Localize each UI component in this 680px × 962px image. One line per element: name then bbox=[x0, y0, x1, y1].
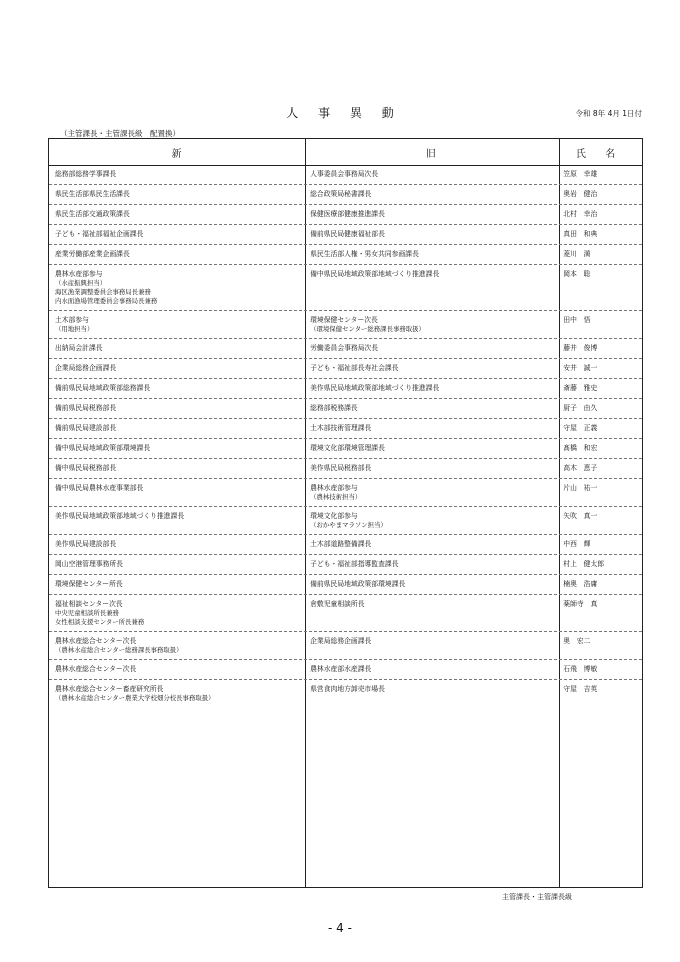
cell-new-position bbox=[49, 379, 304, 398]
cell-person-name: 藤井 俊博 bbox=[563, 344, 598, 352]
cell-old-position bbox=[304, 507, 557, 534]
table-row bbox=[49, 205, 642, 225]
cell-new-position bbox=[49, 595, 304, 631]
cell-old-position-line: 労働委員会事務局次長 bbox=[310, 344, 379, 352]
cell-new-position bbox=[49, 535, 304, 554]
cell-old-position-line: （農林技術担当） bbox=[310, 493, 362, 501]
personnel-table bbox=[48, 138, 643, 888]
table-row bbox=[49, 225, 642, 245]
header-new: 新 bbox=[171, 148, 182, 160]
cell-old-position-line: 企業局総務企画課長 bbox=[310, 637, 372, 645]
cell-new-position-line: 女性相談支援センター所長兼務 bbox=[55, 618, 145, 626]
cell-old-position-line: 備中県民局地域政策部地域づくり推進課長 bbox=[310, 270, 440, 278]
cell-new-position bbox=[49, 205, 304, 224]
cell-old-position bbox=[304, 165, 557, 184]
cell-new-position-line: 岡山空港管理事務所長 bbox=[55, 560, 123, 568]
cell-person-name: 片山 祐一 bbox=[563, 484, 598, 492]
table-row bbox=[49, 507, 642, 535]
cell-person-name: 安井 誠一 bbox=[563, 364, 598, 372]
cell-old-position-line: 農林水産部水産課長 bbox=[310, 665, 372, 673]
table-row bbox=[49, 660, 642, 680]
cell-new-position bbox=[49, 555, 304, 574]
cell-old-position bbox=[304, 632, 557, 659]
cell-old-position bbox=[304, 419, 557, 438]
cell-old-position-line: 土木部技術管理課長 bbox=[310, 424, 372, 432]
cell-new-position bbox=[49, 185, 304, 204]
cell-old-position-line: 環境文化部参与 bbox=[310, 512, 358, 520]
cell-old-position bbox=[304, 185, 557, 204]
cell-old-position bbox=[304, 225, 557, 244]
cell-old-position-line: 農林水産部参与 bbox=[310, 484, 358, 492]
cell-new-position bbox=[49, 245, 304, 264]
cell-person-name: 田中 悟 bbox=[563, 316, 591, 324]
table-row bbox=[49, 339, 642, 359]
cell-person-name: 髙橋 和宏 bbox=[563, 444, 598, 452]
cell-new-position-line: 農林水産総合センター畜産研究所長 bbox=[55, 685, 164, 693]
cell-old-position bbox=[304, 399, 557, 418]
cell-new-position-line: （水産振興担当） bbox=[55, 279, 107, 287]
table-row bbox=[49, 535, 642, 555]
table-row bbox=[49, 595, 642, 632]
table-row bbox=[49, 575, 642, 595]
cell-new-position bbox=[49, 265, 304, 310]
cell-old-position-line: 美作県民局税務部長 bbox=[310, 464, 372, 472]
cell-new-position bbox=[49, 399, 304, 418]
page-number: - 4 - bbox=[328, 921, 352, 935]
cell-person-name: 奥 宏二 bbox=[563, 637, 591, 645]
cell-person-name: 薬師寺 真 bbox=[563, 600, 598, 608]
cell-old-position bbox=[304, 459, 557, 478]
cell-new-position bbox=[49, 632, 304, 659]
cell-new-position-line: 農林水産総合センター次長 bbox=[55, 637, 137, 645]
cell-new-position bbox=[49, 311, 304, 338]
cell-person-name: 中西 輝 bbox=[563, 540, 591, 548]
title-char: 異 bbox=[349, 106, 362, 120]
table-row bbox=[49, 419, 642, 439]
cell-old-position bbox=[304, 311, 557, 338]
cell-old-position-line: 土木部道路整備課長 bbox=[310, 540, 372, 548]
cell-new-position bbox=[49, 680, 304, 708]
cell-old-position-line: 倉敷児童相談所長 bbox=[310, 600, 365, 608]
cell-person-name: 斎藤 雅史 bbox=[563, 384, 598, 392]
cell-person-name: 石飛 博敏 bbox=[563, 665, 598, 673]
table-row bbox=[49, 359, 642, 379]
cell-old-position-line: 子ども・福祉部指導監査課長 bbox=[310, 560, 399, 568]
cell-old-position-line: 環境保健センター次長 bbox=[310, 316, 378, 324]
cell-person-name: 楠奥 浩庸 bbox=[563, 580, 598, 588]
cell-old-position bbox=[304, 595, 557, 631]
table-body bbox=[49, 165, 642, 708]
cell-person-name: 奥岩 健治 bbox=[563, 190, 598, 198]
cell-new-position-line: 備前県民局建設部長 bbox=[55, 424, 117, 432]
cell-person-name: 村上 健太郎 bbox=[563, 560, 605, 568]
cell-new-position-line: （農林水産総合センター総務課長事務取扱） bbox=[55, 646, 183, 654]
cell-new-position-line: 海区漁業調整委員会事務局長兼務 bbox=[55, 288, 151, 296]
cell-old-position bbox=[304, 660, 557, 679]
cell-new-position-line: 環境保健センター所長 bbox=[55, 580, 123, 588]
title-char: 事 bbox=[318, 106, 331, 120]
cell-old-position-line: 備前県民局地域政策部環境課長 bbox=[310, 580, 406, 588]
cell-new-position bbox=[49, 225, 304, 244]
cell-old-position-line: （環境保健センター総務課長事務取扱） bbox=[310, 325, 425, 333]
cell-person-name: 守屋 正義 bbox=[563, 424, 598, 432]
cell-person-name: 守屋 吉英 bbox=[563, 685, 598, 693]
cell-person-name: 高木 恵子 bbox=[563, 464, 598, 472]
title-char: 動 bbox=[381, 106, 394, 120]
table-row bbox=[49, 632, 642, 660]
cell-old-position-line: 総務部税務課長 bbox=[310, 404, 358, 412]
cell-person-name: 厨子 由久 bbox=[563, 404, 598, 412]
cell-old-position bbox=[304, 339, 557, 358]
cell-new-position bbox=[49, 359, 304, 378]
table-row bbox=[49, 439, 642, 459]
cell-old-position bbox=[304, 575, 557, 594]
cell-new-position bbox=[49, 165, 304, 184]
cell-old-position bbox=[304, 479, 557, 506]
cell-new-position-line: 美作県民局建設部長 bbox=[55, 540, 117, 548]
cell-new-position bbox=[49, 575, 304, 594]
cell-old-position-line: 県民生活部人権・男女共同参画課長 bbox=[310, 250, 419, 258]
table-row bbox=[49, 165, 642, 185]
cell-new-position bbox=[49, 339, 304, 358]
cell-old-position-line: 総合政策局秘書課長 bbox=[310, 190, 372, 198]
cell-new-position-line: 県民生活部交通政策課長 bbox=[55, 210, 130, 218]
table-row bbox=[49, 311, 642, 339]
cell-old-position-line: （おかやまマラソン担当） bbox=[310, 521, 387, 529]
cell-old-position-line: 子ども・福祉部長寿社会課長 bbox=[310, 364, 399, 372]
cell-new-position-line: 企業局総務企画課長 bbox=[55, 364, 117, 372]
cell-new-position-line: 備中県民局地域政策部環境課長 bbox=[55, 444, 151, 452]
cell-old-position bbox=[304, 265, 557, 310]
table-row bbox=[49, 265, 642, 311]
cell-new-position-line: 県民生活部県民生活課長 bbox=[55, 190, 130, 198]
table-row bbox=[49, 379, 642, 399]
cell-person-name: 真田 和典 bbox=[563, 230, 598, 238]
cell-old-position-line: 人事委員会事務局次長 bbox=[310, 170, 379, 178]
table-row bbox=[49, 555, 642, 575]
cell-new-position-line: 備前県民局税務部長 bbox=[55, 404, 117, 412]
cell-old-position bbox=[304, 379, 557, 398]
table-row bbox=[49, 680, 642, 708]
cell-old-position bbox=[304, 680, 557, 708]
cell-new-position-line: 内水面漁場管理委員会事務局長兼務 bbox=[55, 297, 158, 305]
cell-person-name: 菱川 満 bbox=[563, 250, 591, 258]
cell-person-name: 北村 幸治 bbox=[563, 210, 598, 218]
cell-new-position-line: 農林水産部参与 bbox=[55, 270, 103, 278]
cell-person-name: 笠原 幸雄 bbox=[563, 170, 598, 178]
cell-new-position-line: 美作県民局地域政策部地域づくり推進課長 bbox=[55, 512, 185, 520]
cell-old-position-line: 保健医療部健康推進課長 bbox=[310, 210, 385, 218]
cell-new-position-line: （用地担当） bbox=[55, 325, 94, 333]
cell-person-name: 岡本 聡 bbox=[563, 270, 591, 278]
table-row bbox=[49, 479, 642, 507]
cell-old-position bbox=[304, 439, 557, 458]
table-row bbox=[49, 185, 642, 205]
table-header bbox=[49, 139, 642, 166]
cell-new-position-line: 福祉相談センター次長 bbox=[55, 600, 123, 608]
cell-new-position-line: 産業労働部産業企画課長 bbox=[55, 250, 130, 258]
cell-new-position-line: 土木部参与 bbox=[55, 316, 89, 324]
cell-new-position-line: 中央児童相談所長兼務 bbox=[55, 609, 119, 617]
cell-old-position-line: 美作県民局地域政策部地域づくり推進課長 bbox=[310, 384, 440, 392]
cell-new-position-line: 総務部総務学事課長 bbox=[55, 170, 117, 178]
effective-date: 令和 8年 4月 1日付 bbox=[575, 109, 642, 118]
cell-old-position bbox=[304, 535, 557, 554]
title-char: 人 bbox=[286, 106, 299, 120]
section-subtitle: （主管課長・主管課長級 配置換） bbox=[60, 129, 180, 138]
cell-new-position-line: 出納局会計課長 bbox=[55, 344, 103, 352]
cell-new-position-line: 備中県民局農林水産事業部長 bbox=[55, 484, 144, 492]
cell-new-position-line: 備中県民局税務部長 bbox=[55, 464, 117, 472]
cell-new-position-line: 農林水産総合センター次長 bbox=[55, 665, 137, 673]
cell-old-position-line: 備前県民局健康福祉部長 bbox=[310, 230, 385, 238]
cell-old-position bbox=[304, 359, 557, 378]
cell-old-position bbox=[304, 245, 557, 264]
table-row bbox=[49, 399, 642, 419]
table-row bbox=[49, 245, 642, 265]
cell-new-position bbox=[49, 439, 304, 458]
cell-person-name: 矢吹 真一 bbox=[563, 512, 598, 520]
table-row bbox=[49, 459, 642, 479]
footer-label: 主管課長・主管課長級 bbox=[502, 893, 572, 901]
cell-new-position bbox=[49, 419, 304, 438]
cell-new-position bbox=[49, 507, 304, 534]
header-old: 旧 bbox=[425, 148, 436, 160]
cell-new-position-line: 備前県民局地域政策部総務課長 bbox=[55, 384, 151, 392]
cell-new-position-line: 子ども・福祉部福祉企画課長 bbox=[55, 230, 144, 238]
cell-old-position-line: 県営食肉地方卸売市場長 bbox=[310, 685, 385, 693]
header-name: 氏 名 bbox=[576, 148, 624, 160]
cell-new-position-line: （農林水産総合センター農業大学校畑分校長事務取扱） bbox=[55, 694, 215, 702]
cell-new-position bbox=[49, 660, 304, 679]
cell-old-position-line: 環境文化部環境管理課長 bbox=[310, 444, 385, 452]
cell-old-position bbox=[304, 555, 557, 574]
cell-old-position bbox=[304, 205, 557, 224]
cell-new-position bbox=[49, 479, 304, 506]
cell-new-position bbox=[49, 459, 304, 478]
